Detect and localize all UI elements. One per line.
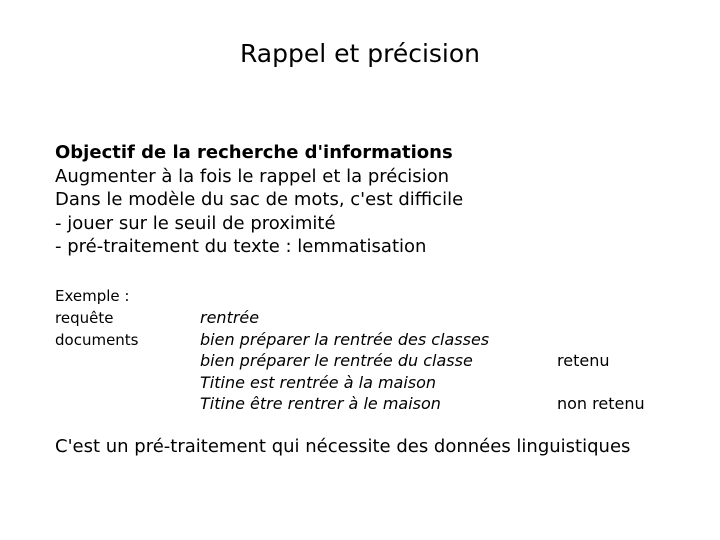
example-labels (55, 285, 139, 351)
objective-line: - jouer sur le seuil de proximité (55, 212, 336, 234)
slide-title: Rappel et précision (239, 39, 481, 68)
document-item: Titine est rentrée à la maison (200, 372, 437, 392)
document-item: bien préparer la rentrée des classes (200, 329, 490, 349)
documents-label: documents (55, 331, 139, 349)
objective-line: - pré-traitement du texte : lemmatisation (55, 236, 427, 257)
query-text: rentrée (200, 308, 260, 327)
objective-heading: Objectif de la recherche d'informations (55, 142, 453, 163)
objective-block (55, 141, 463, 259)
example-label: Exemple : (55, 287, 130, 305)
example-items (200, 307, 489, 415)
document-item: bien préparer le rentrée du classe (200, 351, 473, 370)
objective-line: Dans le modèle du sac de mots, c'est difficile (55, 189, 464, 210)
document-item: Titine être rentrer à le maison (200, 394, 441, 413)
conclusion-text: C'est un pré-traitement qui nécessite des données linguistiques (55, 436, 631, 457)
verdict-retained: retenu (557, 351, 610, 370)
verdict-not-retained: non retenu (557, 394, 645, 413)
query-label: requête (55, 309, 114, 327)
objective-line: Augmenter à la fois le rappel et la précision (55, 165, 450, 187)
